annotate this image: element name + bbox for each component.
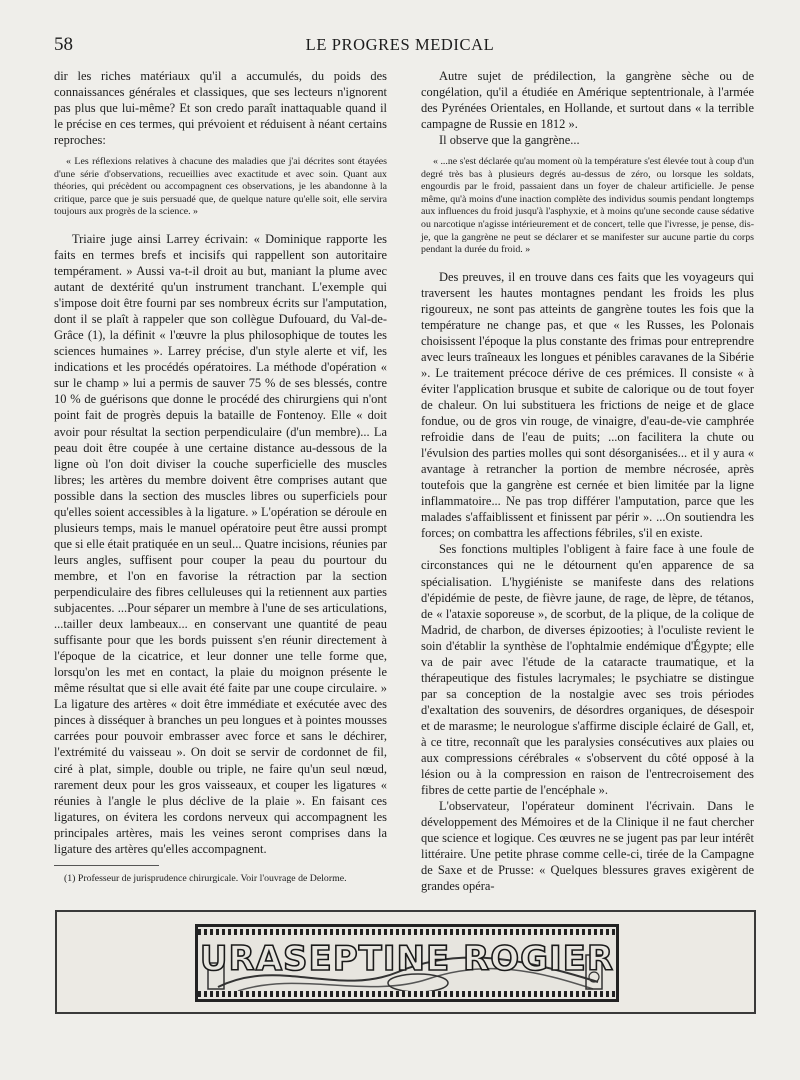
footnote-rule — [54, 865, 159, 866]
footnote: (1) Professeur de jurisprudence chirurgicale. Voir l'ouvrage de Delorme. — [64, 873, 347, 884]
ad-bottom-border — [198, 991, 616, 997]
page-header — [54, 34, 746, 58]
left-quote-1: « Les réflexions relatives à chacune des maladies que j'ai décrites sont étayées d'une série d'observations, recueillies avec exactitude et avec soin. Quant aux théories, qui précèdent ou accompagnent ces observations, je les abandonne à la critique, parce que je suis persuadé que, de quelque nature qu'elle soit, elle servira toujours aux progrès de la science. » — [54, 156, 387, 218]
right-quote-1: « ...ne s'est déclarée qu'au moment où la température s'est élevée tout à coup d'un degré très bas à plusieurs degrés au-dessus de zéro, ou lorsque les soldats, engourdis par le froid, passaient dans un foyer de chaleur artificielle. Je pense même, qu'à moins d'une inaction complète des individus soumis pendant longtemps aux influences du froid jusqu'à l'asphyxie, et à moins qu'une seconde cause sédative ou narcotique n'agisse intérieurement et de concert, telle que l'ivresse, je pense, dis-je, que la gangrène ne peut se déclarer et se manifester sur aucune partie du corps pendant la durée du froid. » — [421, 156, 754, 256]
left-paragraph-2: Triaire juge ainsi Larrey écrivain: « Dominique rapporte les faits en termes brefs et incisifs qui rappellent son autoritaire tempérament. » Aussi va-t-il droit au but, maniant la plume avec autant de dextérité qu'un instrument tranchant. L'exemple qui s'impose doit être fourni par ses nombreux écrits sur l'amputation, dont il se plaît à rappeler que son collègue Dufouard, du Val-de-Grâce (1), la définit « l'œuvre la plus philosophique de toutes les sciences humaines ». Larrey précise, d'un style alerte et vif, les indications et les procédés opératoires. La méthode d'opération « sur le champ » lui a permis de sauver 75 % de ses blessés, contre 10 % de guérisons que donne le procédé des chirurgiens qui n'ont point fait de progrès depuis la bataille de Fontenoy. Elle « doit avoir pour résultat la section perpendiculaire (d'un membre)... La peau doit être coupée à une certaine distance au-dessous de la ligne où l'on doit diviser la couche superficielle des muscles libres; les artères du membre doivent être comprises autant que possible dans la section des muscles libres ou superficiels pour qu'elles soient accessibles à la ligature. » L'opération se déroule en plusieurs temps, mais le manuel opératoire peut être aussi prompt que si elle était pratiquée en un seul... Quatre incisions, réunies par leurs angles, suffisent pour couper la peau du pourtour du membre, et l'on en favorise la rétraction par la section perpendiculaire des fibres celluleuses qui la retiennent aux parties subjacentes. ...Pour séparer un membre à l'une de ses articulations, ...tailler deux lambeaux... en conservant une quantité de peau suffisante pour que les bords puissent s'en réunir directement à l'époque de la cicatrice, et leur donner une telle forme que, lorsqu'on les met en contact, la plaie du moignon présente le même résultat que si elle avait été faite par une coupe circulaire. » La ligature des artères « doit être immédiate et exécutée avec des pinces à disséquer à branches un peu longues et à pointes mousses carrées pour pouvoir embrasser avec force et sans le déchirer, l'extrémité du vaisseau ». On doit se servir de cordonnet de fil, ciré à plat, simple, double ou triple, ne faire qu'un seul nœud, rarement deux pour les gros vaisseaux, et couper les ligatures « réunies à l'angle le plus déclive de la plaie ». En faisant ces ligatures, on évitera les cordons nerveux qui accompagnent les principales artères, mais les veines seront comprises dans la ligature des artères qu'elles accompagnent. — [54, 231, 387, 856]
left-paragraph-1: dir les riches matériaux qu'il a accumulés, du poids des connaissances générales et classiques, que ses lecteurs n'ignorent pas plus que lui-même? Et son credo paraît inattaquable quand il le précise en ces termes, qui prévoient et réduisent à néant certains reproches: — [54, 69, 387, 148]
left-column — [54, 68, 387, 857]
right-paragraph-5: L'observateur, l'opérateur dominent l'écrivain. Dans le développement des Mémoires et de la Clinique il ne faut chercher que science et logique. Ces œuvres ne se jugent pas par leur intérêt littéraire. Une petite phrase comme celle-ci, tirée de la Campagne de Saxe et de Prusse: « Quelques blessures graves exigèrent de grandes opéra- — [421, 799, 754, 894]
right-paragraph-1: Autre sujet de prédilection, la gangrène sèche ou de congélation, qu'il a étudiée en Amérique septentrionale, à l'armée des Pyrénées Orientales, en Hollande, et surtout dans « la terrible campagne de Russie en 1812 ». — [421, 69, 754, 132]
right-paragraph-3: Des preuves, il en trouve dans ces faits que les voyageurs qui traversent les hautes montagnes pendant les froids les plus rigoureux, ne sont pas atteints de gangrène toutes les fois que la température ne change pas, et que « les Russes, les Polonais choisissent l'époque la plus constante des frimas pour entreprendre avec leurs traîneaux les longues et pénibles caravanes de la Sibérie ». Le traitement précoce dérive de ces prémices. Il consiste « à éviter l'application brusque et subite de calorique ou de tout foyer de chaleur. On lui substituera les frictions de neige et de glace fondue, ou de gros vin rouge, de vinaigre, d'eau-de-vie camphrée refroidie dans de l'eau de puits; ...on facilitera la chute ou l'évulsion des parties molles qui sont désorganisées... et il y aura « avantage à retrancher la portion de membre nécrosée, après toutefois que la gangrène est cernée et bien limitée par la ligne inflammatoire... Ne pas trop différer l'amputation, parce que les malades s'affaiblissent et finissent par périr ». ...On soutiendra les forces; on combattra les affections fébriles, s'il en existe. — [421, 269, 754, 541]
advertisement-banner — [55, 910, 756, 1014]
journal-title: LE PROGRES MEDICAL — [305, 35, 495, 54]
right-paragraph-4: Ses fonctions multiples l'obligent à faire face à une foule de circonstances qui ne le détournent qu'en apparence de sa spécialisation. L'hygiéniste se manifeste dans des relations d'épidémie de peste, de fièvre jaune, de rage, de lèpre, de tétanos, de « l'ataxie soporeuse », de scorbut, de la plique, de la colique de Madrid, de charbon, de diverses épizooties; à l'oculiste revient le soin d'établir la synthèse de l'ophtalmie endémique d'Égypte; elle va de pair avec l'étude de la cataracte traumatique, et la thérapeutique des fistules lacrymales; le psychiatre se distingue par sa conception de la nostalgie avec ses trois périodes d'exaltation des souvenirs, de désordres organiques, de désespoir et de marasme; le neurologue s'affirme disciple éclairé de Gall, et, à ce titre, reconnaît que les paralysies consécutives aux plaies ou aux compressions cérébrales « s'observent du côté opposé à la lésion ou à la compression en raison de l'entrecroisement des fibres de cette partie de l'encéphale ». — [421, 542, 754, 798]
page-number: 58 — [54, 34, 73, 55]
right-column — [421, 68, 754, 894]
ad-brand-text: URASEPTINE ROGIER — [199, 939, 615, 979]
advertisement-panel — [195, 924, 619, 1002]
right-paragraph-2: Il observe que la gangrène... — [439, 133, 580, 148]
